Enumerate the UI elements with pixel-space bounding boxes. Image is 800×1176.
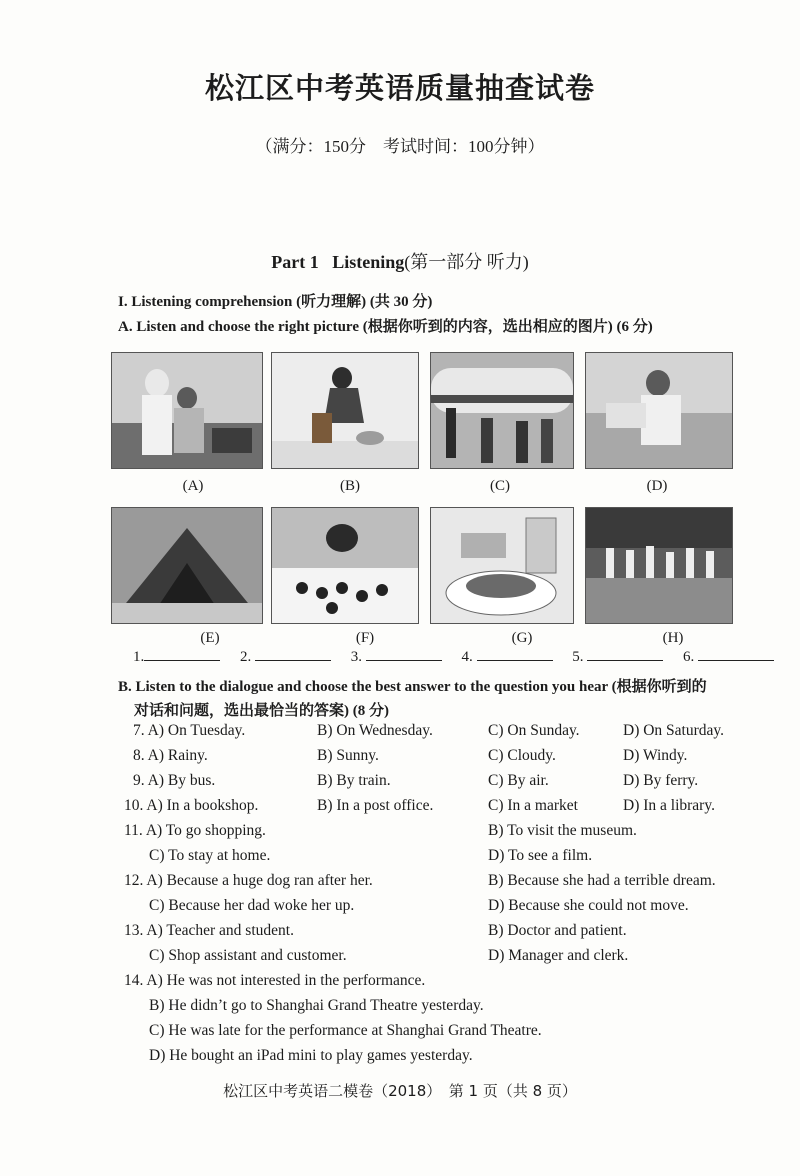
- q7-option-c: C) On Sunday.: [488, 722, 580, 739]
- part-cn: (第一部分 听力): [404, 252, 529, 272]
- q13-option-c: C) Shop assistant and customer.: [149, 947, 347, 964]
- answer-blank-1[interactable]: [144, 648, 220, 661]
- q14-option-a: 14. A) He was not interested in the performance.: [124, 972, 426, 989]
- q11-option-a: 11. A) To go shopping.: [124, 822, 266, 839]
- exam-title: 松江区中考英语质量抽查试卷: [204, 71, 595, 105]
- picture-label-g: (G): [511, 630, 533, 646]
- q10-option-d: D) In a library.: [623, 797, 715, 814]
- section-1-heading: I. Listening comprehension (听力理解) (共 30 分): [118, 294, 433, 310]
- section-b-heading: B. Listen to the dialogue and choose the best answer to the question you hear (根据你听到的: [118, 679, 707, 695]
- q7-option-a: 7. A) On Tuesday.: [133, 722, 246, 739]
- q11-option-b: B) To visit the museum.: [488, 822, 637, 839]
- picture-g: [430, 507, 574, 624]
- q14-option-d: D) He bought an iPad mini to play games yesterday.: [149, 1047, 473, 1064]
- q11-option-c: C) To stay at home.: [149, 847, 271, 864]
- blank-label: 1.: [133, 649, 145, 665]
- q9-option-c: C) By air.: [488, 772, 549, 789]
- q9-option-d: D) By ferry.: [623, 772, 699, 789]
- q7-option-b: B) On Wednesday.: [317, 722, 433, 739]
- q14-option-b: B) He didn’t go to Shanghai Grand Theatre yesterday.: [149, 997, 484, 1014]
- picture-d: [585, 352, 733, 469]
- q10-option-c: C) In a market: [488, 797, 578, 814]
- picture-c: [430, 352, 574, 469]
- picture-b: [271, 352, 419, 469]
- q12-option-c: C) Because her dad woke her up.: [149, 897, 355, 914]
- section-a-heading: A. Listen and choose the right picture (根据你听到的内容，选出相应的图片) (6 分): [118, 319, 653, 335]
- picture-label-a: (A): [182, 478, 204, 494]
- picture-f: [271, 507, 419, 624]
- q8-option-d: D) Windy.: [623, 747, 688, 764]
- q7-option-d: D) On Saturday.: [623, 722, 725, 739]
- picture-h: [585, 507, 733, 624]
- q13-option-b: B) Doctor and patient.: [488, 922, 627, 939]
- section-b-heading-cont: 对话和问题，选出最恰当的答案) (8 分): [134, 703, 389, 719]
- blank-label: 2.: [240, 649, 252, 665]
- q14-option-c: C) He was late for the performance at Shanghai Grand Theatre.: [149, 1022, 542, 1039]
- answer-blank-4[interactable]: [477, 648, 553, 661]
- q12-option-b: B) Because she had a terrible dream.: [488, 872, 716, 889]
- picture-label-c: (C): [490, 478, 510, 494]
- answer-blank-2[interactable]: [255, 648, 331, 661]
- blank-label: 6.: [683, 649, 695, 665]
- q8-option-c: C) Cloudy.: [488, 747, 556, 764]
- part-label: Part 1: [271, 252, 319, 272]
- answer-blank-6[interactable]: [698, 648, 774, 661]
- q13-option-d: D) Manager and clerk.: [488, 947, 629, 964]
- q12-option-d: D) Because she could not move.: [488, 897, 689, 914]
- picture-label-b: (B): [340, 478, 360, 494]
- answer-blank-5[interactable]: [587, 648, 663, 661]
- q12-option-a: 12. A) Because a huge dog ran after her.: [124, 872, 373, 889]
- picture-a: [111, 352, 263, 469]
- q13-option-a: 13. A) Teacher and student.: [124, 922, 294, 939]
- picture-label-f: (F): [355, 630, 375, 646]
- picture-label-d: (D): [646, 478, 668, 494]
- blank-label: 4.: [461, 649, 473, 665]
- picture-e: [111, 507, 263, 624]
- picture-label-h: (H): [662, 630, 684, 646]
- blank-label: 3.: [350, 649, 362, 665]
- q10-option-a: 10. A) In a bookshop.: [124, 797, 259, 814]
- answer-blanks: [133, 648, 790, 666]
- answer-blank-3[interactable]: [366, 648, 442, 661]
- q9-option-b: B) By train.: [317, 772, 391, 789]
- part-name: Listening: [332, 252, 405, 272]
- exam-subtitle: （满分：150分 考试时间：100分钟）: [255, 137, 545, 156]
- picture-label-e: (E): [200, 630, 220, 646]
- q10-option-b: B) In a post office.: [317, 797, 434, 814]
- page-footer: 松江区中考英语二模卷（2018） 第 1 页（共 8 页）: [223, 1082, 577, 1100]
- q8-option-a: 8. A) Rainy.: [133, 747, 208, 764]
- q11-option-d: D) To see a film.: [488, 847, 593, 864]
- part-heading: [0, 248, 800, 274]
- blank-label: 5.: [572, 649, 584, 665]
- q8-option-b: B) Sunny.: [317, 747, 379, 764]
- q9-option-a: 9. A) By bus.: [133, 772, 216, 789]
